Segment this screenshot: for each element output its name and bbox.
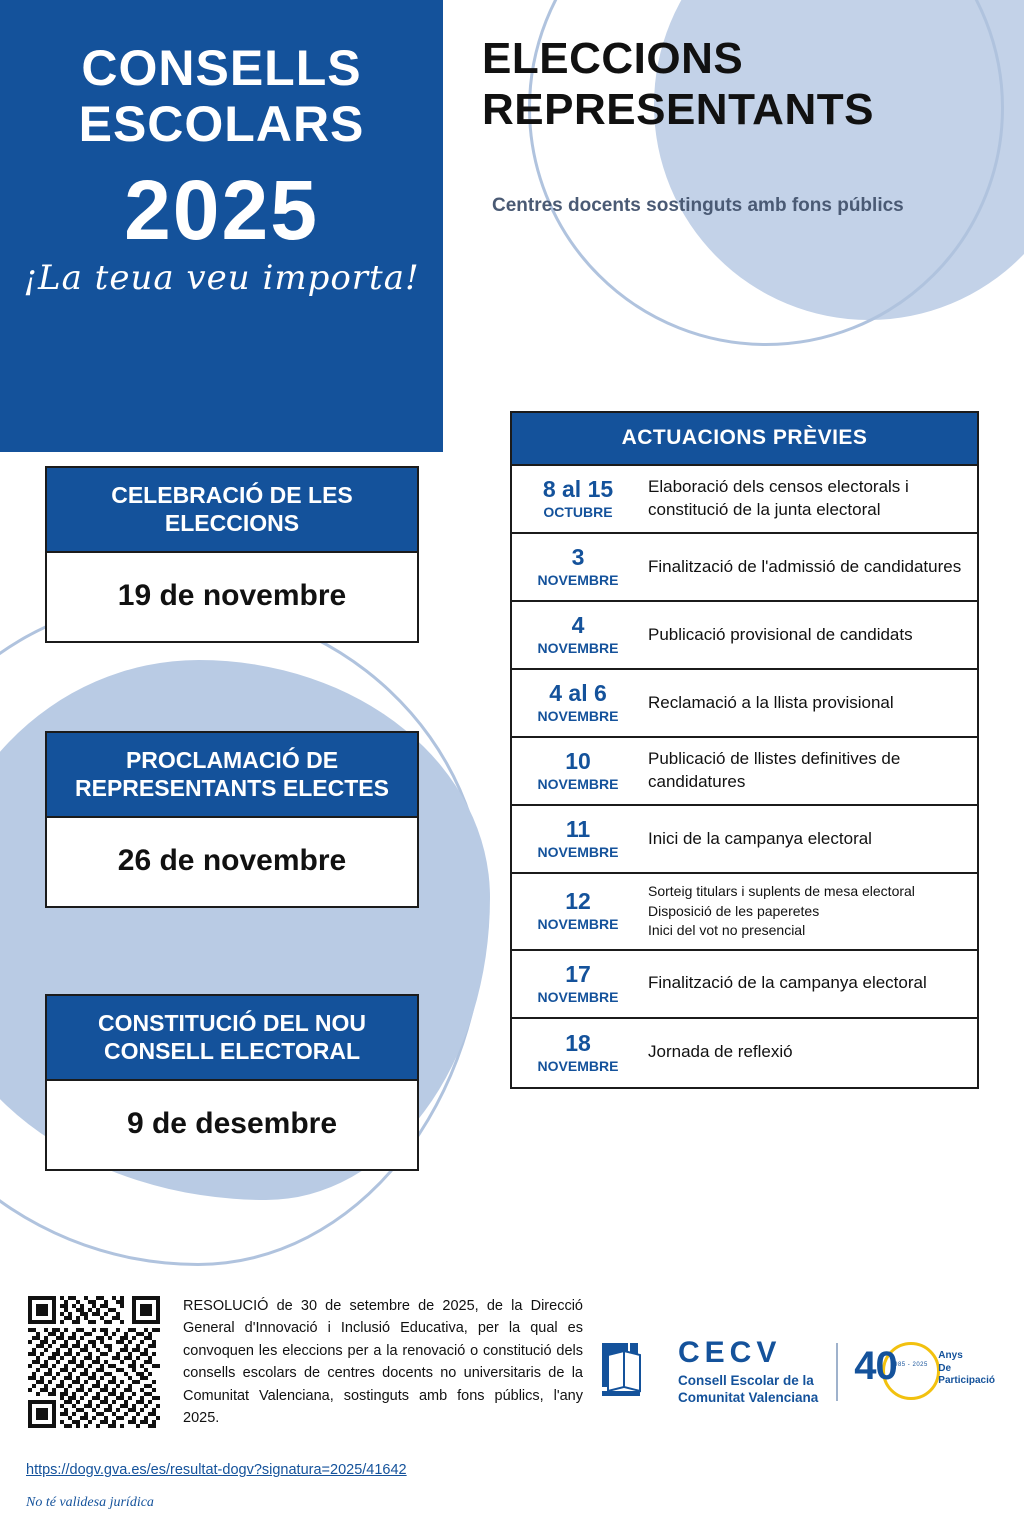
qr-code-icon[interactable] <box>28 1296 160 1428</box>
table-row <box>512 738 977 806</box>
table-row <box>512 534 977 602</box>
row-month: NOVEMBRE <box>537 640 619 657</box>
row-month: NOVEMBRE <box>537 572 619 589</box>
legal-text: RESOLUCIÓ de 30 de setembre de 2025, de la Direcció General d'Innovació i Inclusió Educativa, per la qual es convoquen les eleccions per a la renovació o constitució dels consells escolars de centres docents no universitaris de la Comunitat Valenciana, sostinguts amb fons públics, l'any 2025. <box>183 1298 583 1427</box>
row-date <box>512 881 644 941</box>
cecv-logo-icon <box>600 1341 668 1403</box>
row-day: 11 <box>565 815 591 842</box>
hero-title-line1: CONSELLS <box>81 40 362 96</box>
row-month: NOVEMBRE <box>537 844 619 861</box>
row-date <box>512 537 644 597</box>
milestone-date: 26 de novembre <box>117 844 347 878</box>
cecv-logo-text <box>678 1335 819 1407</box>
cecv-logo <box>600 1330 1000 1414</box>
milestone-date: 9 de desembre <box>126 1107 338 1141</box>
row-description: Reclamació a la llista provisional <box>648 692 894 712</box>
cecv-name <box>678 1373 818 1407</box>
hero-slogan: ¡La teua veu importa! <box>23 258 420 299</box>
page-subtitle: Centres docents sostinguts amb fons públics <box>492 195 904 216</box>
row-month: NOVEMBRE <box>537 988 619 1005</box>
row-date <box>512 1023 644 1083</box>
row-day: 8 al 15 <box>542 475 614 502</box>
row-month: OCTUBRE <box>543 504 613 521</box>
anniversary-label-line3: Participació <box>938 1375 995 1386</box>
row-description: Finalització de la campanya electoral <box>648 973 927 993</box>
table-row <box>512 466 977 534</box>
row-date <box>512 741 644 801</box>
logo-divider <box>836 1343 838 1401</box>
milestone-card-constitution <box>45 994 419 1171</box>
row-day: 17 <box>565 960 591 987</box>
row-description: Elaboració dels censos electorals i constitució de la junta electoral <box>648 477 909 519</box>
milestone-date: 19 de novembre <box>117 579 347 613</box>
milestone-card-proclamation <box>45 731 419 908</box>
row-description <box>644 874 977 949</box>
dogv-link[interactable]: https://dogv.gva.es/es/resultat-dogv?signatura=2025/41642 <box>26 1462 407 1478</box>
validity-disclaimer: No té validesa jurídica <box>26 1495 154 1510</box>
row-description-line: Sorteig titulars i suplents de mesa electoral <box>648 883 915 899</box>
row-month: NOVEMBRE <box>537 1057 619 1074</box>
cecv-acronym: CECV <box>678 1335 782 1369</box>
anniversary-badge <box>854 1336 995 1408</box>
row-day: 3 <box>571 543 585 570</box>
row-description: Jornada de reflexió <box>648 1042 793 1062</box>
hero-title-line2: ESCOLARS <box>78 96 365 152</box>
row-month: NOVEMBRE <box>537 708 619 725</box>
anniversary-label-line2: De <box>938 1362 952 1374</box>
page-title <box>482 34 1002 135</box>
table-row <box>512 951 977 1019</box>
row-date <box>512 954 644 1014</box>
table-row <box>512 670 977 738</box>
row-day: 12 <box>565 888 591 915</box>
table-row <box>512 806 977 874</box>
milestone-title: CONSTITUCIÓ DEL NOU CONSELL ELECTORAL <box>47 996 417 1081</box>
row-date <box>512 809 644 869</box>
anniversary-number: 40 <box>854 1344 897 1388</box>
page-title-line2: REPRESENTANTS <box>482 84 874 134</box>
row-date <box>512 673 644 733</box>
row-month: NOVEMBRE <box>537 776 619 793</box>
row-day: 10 <box>565 747 591 774</box>
table-row <box>512 874 977 951</box>
row-date <box>512 469 644 529</box>
row-description-line: Disposició de les paperetes <box>648 902 820 919</box>
table-row <box>512 602 977 670</box>
hero-panel <box>0 0 443 452</box>
row-day: 4 al 6 <box>549 679 607 706</box>
row-date <box>512 605 644 665</box>
row-month: NOVEMBRE <box>537 916 619 933</box>
row-description: Inici de la campanya electoral <box>648 828 872 848</box>
milestone-title: PROCLAMACIÓ DE REPRESENTANTS ELECTES <box>47 733 417 818</box>
schedule-title: ACTUACIONS PRÈVIES <box>512 413 977 466</box>
cecv-name-line2: Comunitat Valenciana <box>678 1389 819 1405</box>
cecv-name-line1: Consell Escolar de la <box>678 1372 814 1388</box>
row-day: 4 <box>571 611 585 638</box>
row-description: Finalització de l'admissió de candidatures <box>648 556 962 576</box>
row-description: Publicació provisional de candidats <box>648 624 913 644</box>
row-day: 18 <box>565 1029 591 1056</box>
row-description-line: Inici del vot no presencial <box>648 922 806 939</box>
anniversary-label-line1: Anys <box>938 1350 963 1361</box>
hero-year: 2025 <box>124 163 319 257</box>
row-description: Publicació de llistes definitives de candidatures <box>648 749 901 791</box>
milestone-card-elections <box>45 466 419 643</box>
page-title-line1: ELECCIONS <box>482 34 744 83</box>
schedule-table <box>510 411 979 1089</box>
milestone-title: CELEBRACIÓ DE LES ELECCIONS <box>47 468 417 553</box>
table-row <box>512 1019 977 1087</box>
anniversary-label <box>938 1350 995 1388</box>
anniversary-years: 1985 - 2025 <box>890 1362 928 1368</box>
